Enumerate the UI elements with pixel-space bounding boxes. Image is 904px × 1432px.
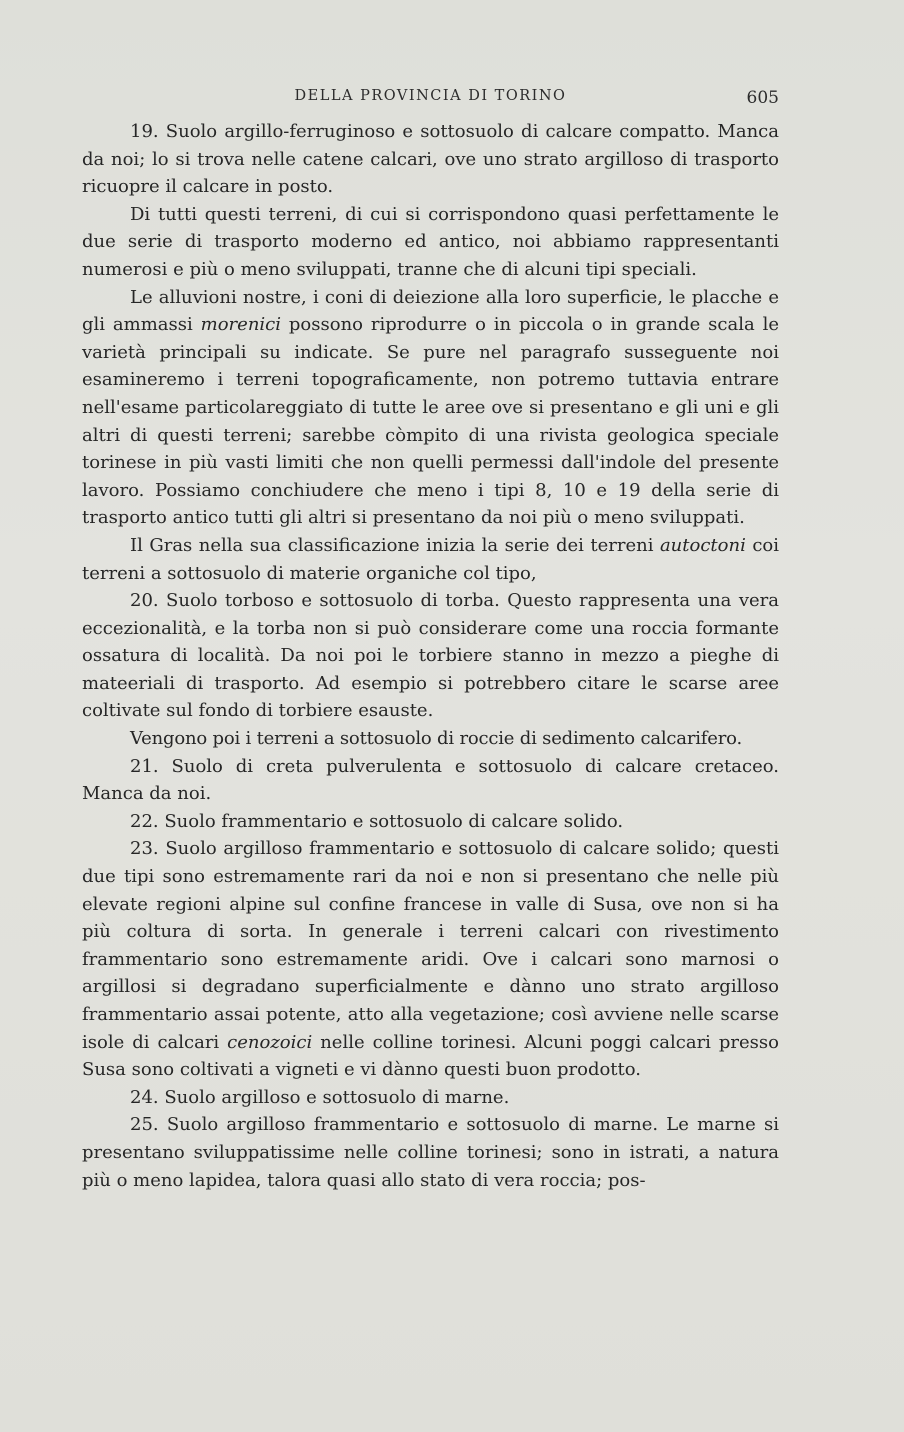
paragraph-type-21: 21. Suolo di creta pulverulenta e sottosuolo di calcare cretaceo. Manca da noi.	[82, 755, 779, 805]
page-number: 605	[746, 88, 779, 108]
paragraph-type-23-text-end: nelle colline torinesi. Alcuni poggi calcari presso Susa sono coltivati a vigneti e vi dànno questi buon prodotto.	[82, 1031, 779, 1081]
paragraph-type-20: 20. Suolo torboso e sottosuolo di torba. Questo rappresenta una vera eccezionalità, e la torba non si può considerare come una roccia formante ossatura di località. Da noi poi le torbiere stanno in mezzo a pieghe di mateeriali di trasporto. Ad esempio si potrebbero citare le scarse aree coltivate sul fondo di torbiere esauste.	[82, 590, 779, 722]
body-text	[82, 118, 779, 1194]
paragraph-alluvium-text-end: possono riprodurre o in piccola o in grande scala le varietà principali su indicate. Se pure nel paragrafo susseguente noi esamineremo i terreni topograficamente, non potremo tuttavia entrare nell'esame particolareggiato di tutte le aree ove si presentano e gli uni e gli altri di questi terreni; sarebbe còmpito di una rivista geologica speciale torinese in più vasti limiti che non quelli permessi dall'indole del presente lavoro. Possiamo conchiudere che meno i tipi 8, 10 e 19 della serie di trasporto antico tutti gli altri si presentano da noi più o meno sviluppati.	[82, 314, 780, 529]
paragraph-gras-classification	[82, 532, 779, 587]
term-cenozoici: cenozoici	[227, 1031, 313, 1053]
term-morenici: morenici	[200, 314, 282, 336]
paragraph-type-23-text-start: 23. Suolo argilloso frammentario e sottosuolo di calcare solido; questi due tipi sono estremamente rari da noi e non si presentano che nelle più elevate regioni alpine sul confine francese in valle di Susa, ove non si ha più coltura di sorta. In generale i terreni calcari con rivestimento frammentario sono estremamente aridi. Ove i calcari sono marnosi o argillosi si degradano superficialmente e dànno uno strato argilloso frammentario assai potente, atto alla vegetazione; così avviene nelle scarse isole di calcari	[82, 838, 779, 1053]
running-header	[82, 88, 779, 114]
paragraph-type-24: 24. Suolo argilloso e sottosuolo di marne.	[130, 1086, 510, 1108]
paragraph-alluvium-text-start: Le alluvioni nostre, i coni di deiezione alla loro superficie, le placche e gli ammassi	[82, 286, 779, 336]
paragraph-type-19: 19. Suolo argillo-ferruginoso e sottosuolo di calcare compatto. Manca da noi; lo si trova nelle catene calcari, ove uno strato argilloso di trasporto ricuopre il calcare in posto.	[82, 121, 779, 198]
term-autoctoni: autoctoni	[659, 534, 746, 556]
paragraph-terrain-summary: Di tutti questi terreni, di cui si corrispondono quasi perfettamente le due serie di trasporto moderno ed antico, noi abbiamo rappresentanti numerosi e più o meno sviluppati, tranne che di alcuni tipi speciali.	[82, 203, 779, 280]
paragraph-gras-text-start: Il Gras nella sua classificazione inizia la serie dei terreni	[130, 534, 660, 556]
paragraph-type-22: 22. Suolo frammentario e sottosuolo di calcare solido.	[130, 810, 624, 832]
paragraph-gras-text-end: coi terreni a sottosuolo di materie organiche col tipo,	[82, 534, 779, 584]
paragraph-calcareous-intro: Vengono poi i terreni a sottosuolo di roccie di sedimento calcarifero.	[130, 728, 742, 750]
paragraph-type-25: 25. Suolo argilloso frammentario e sottosuolo di marne. Le marne si presentano sviluppatissime nelle colline torinesi; sono in istrati, a natura più o meno lapidea, talora quasi allo stato di vera roccia; pos-	[82, 1114, 779, 1191]
running-title: DELLA PROVINCIA DI TORINO	[294, 88, 567, 104]
paragraph-type-23	[82, 835, 779, 1083]
paragraph-alluvium	[82, 284, 779, 532]
